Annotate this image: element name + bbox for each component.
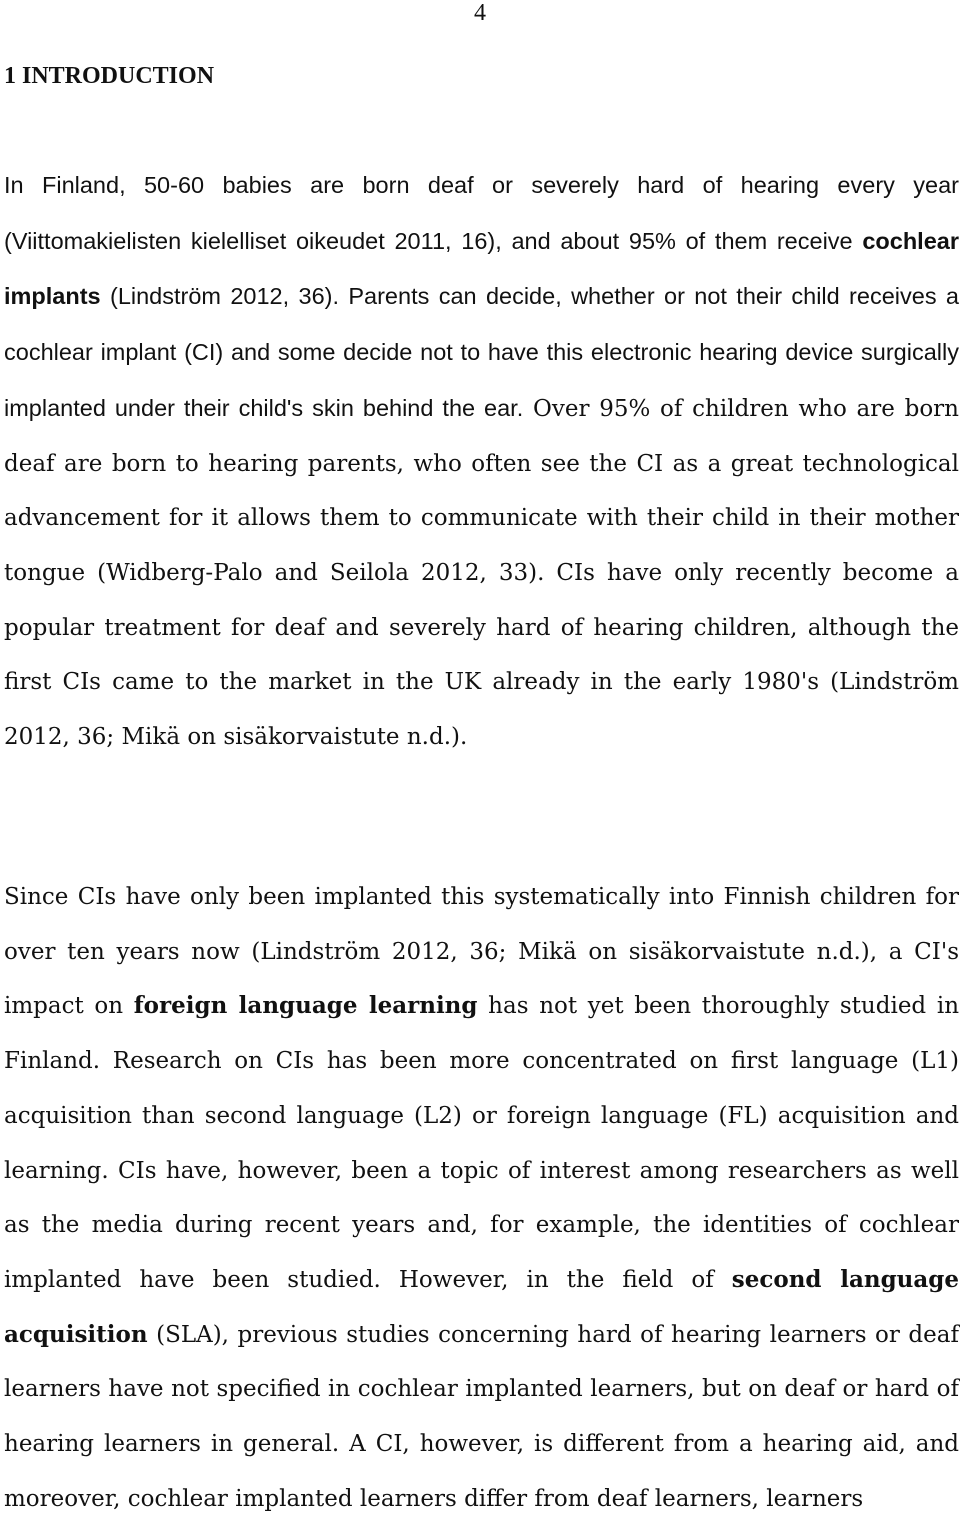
paragraph-2-text: Since CIs have only been implanted this systematically into Finnish children for over ten years now (Lindström 2012, 36; Mikä on sisäkorvaistute n.d.), a CI's impact on	[4, 884, 959, 1020]
paragraph-1-text: In Finland, 50-60 babies are born deaf or severely hard of hearing every year (Viittomakielisten kielelliset oikeudet 2011, 16), and about 95% of them receive	[4, 172, 959, 254]
paragraph-2	[4, 870, 959, 1526]
paragraph-1-text: (Lindström 2012, 36). Parents can decide, whether or not their child receives a cochlear implant (CI) and some decide not to have this electronic hearing device surgically implanted under their child's skin behind the ear.	[4, 283, 959, 421]
bold-term-second-language-acquisition: second language acquisition	[4, 1265, 959, 1348]
section-heading: 1 INTRODUCTION	[4, 63, 215, 89]
page-number: 4	[474, 0, 486, 26]
bold-term-cochlear-implants: cochlear implants	[4, 227, 959, 310]
paragraph-1	[4, 158, 959, 765]
bold-term-foreign-language-learning: foreign language learning	[133, 992, 478, 1020]
paragraph-2-text: (SLA), previous studies concerning hard of hearing learners or deaf learners have not specified in cochlear implanted learners, but on deaf or hard of hearing learners in general. A CI, however, is different from a hearing aid, and moreover, cochlear implanted learners differ from deaf learners, learners	[4, 1321, 959, 1512]
paragraph-1-text: Over 95% of children who are born deaf are born to hearing parents, who often see the CI as a great technological advancement for it allows them to communicate with their child in their mother tongue (Widberg-Palo and Seilola 2012, 33). CIs have only recently become a popular treatment for deaf and severely hard of hearing children, although the first CIs came to the market in the UK already in the early 1980's (Lindström 2012, 36; Mikä on sisäkorvaistute n.d.).	[4, 395, 959, 751]
paragraph-2-text: has not yet been thoroughly studied in Finland. Research on CIs has been more concentrated on first language (L1) acquisition than second language (L2) or foreign language (FL) acquisition and learning. CIs have, however, been a topic of interest among researchers as well as the media during recent years and, for example, the identities of cochlear implanted have been studied. However, in the field of	[4, 993, 960, 1293]
